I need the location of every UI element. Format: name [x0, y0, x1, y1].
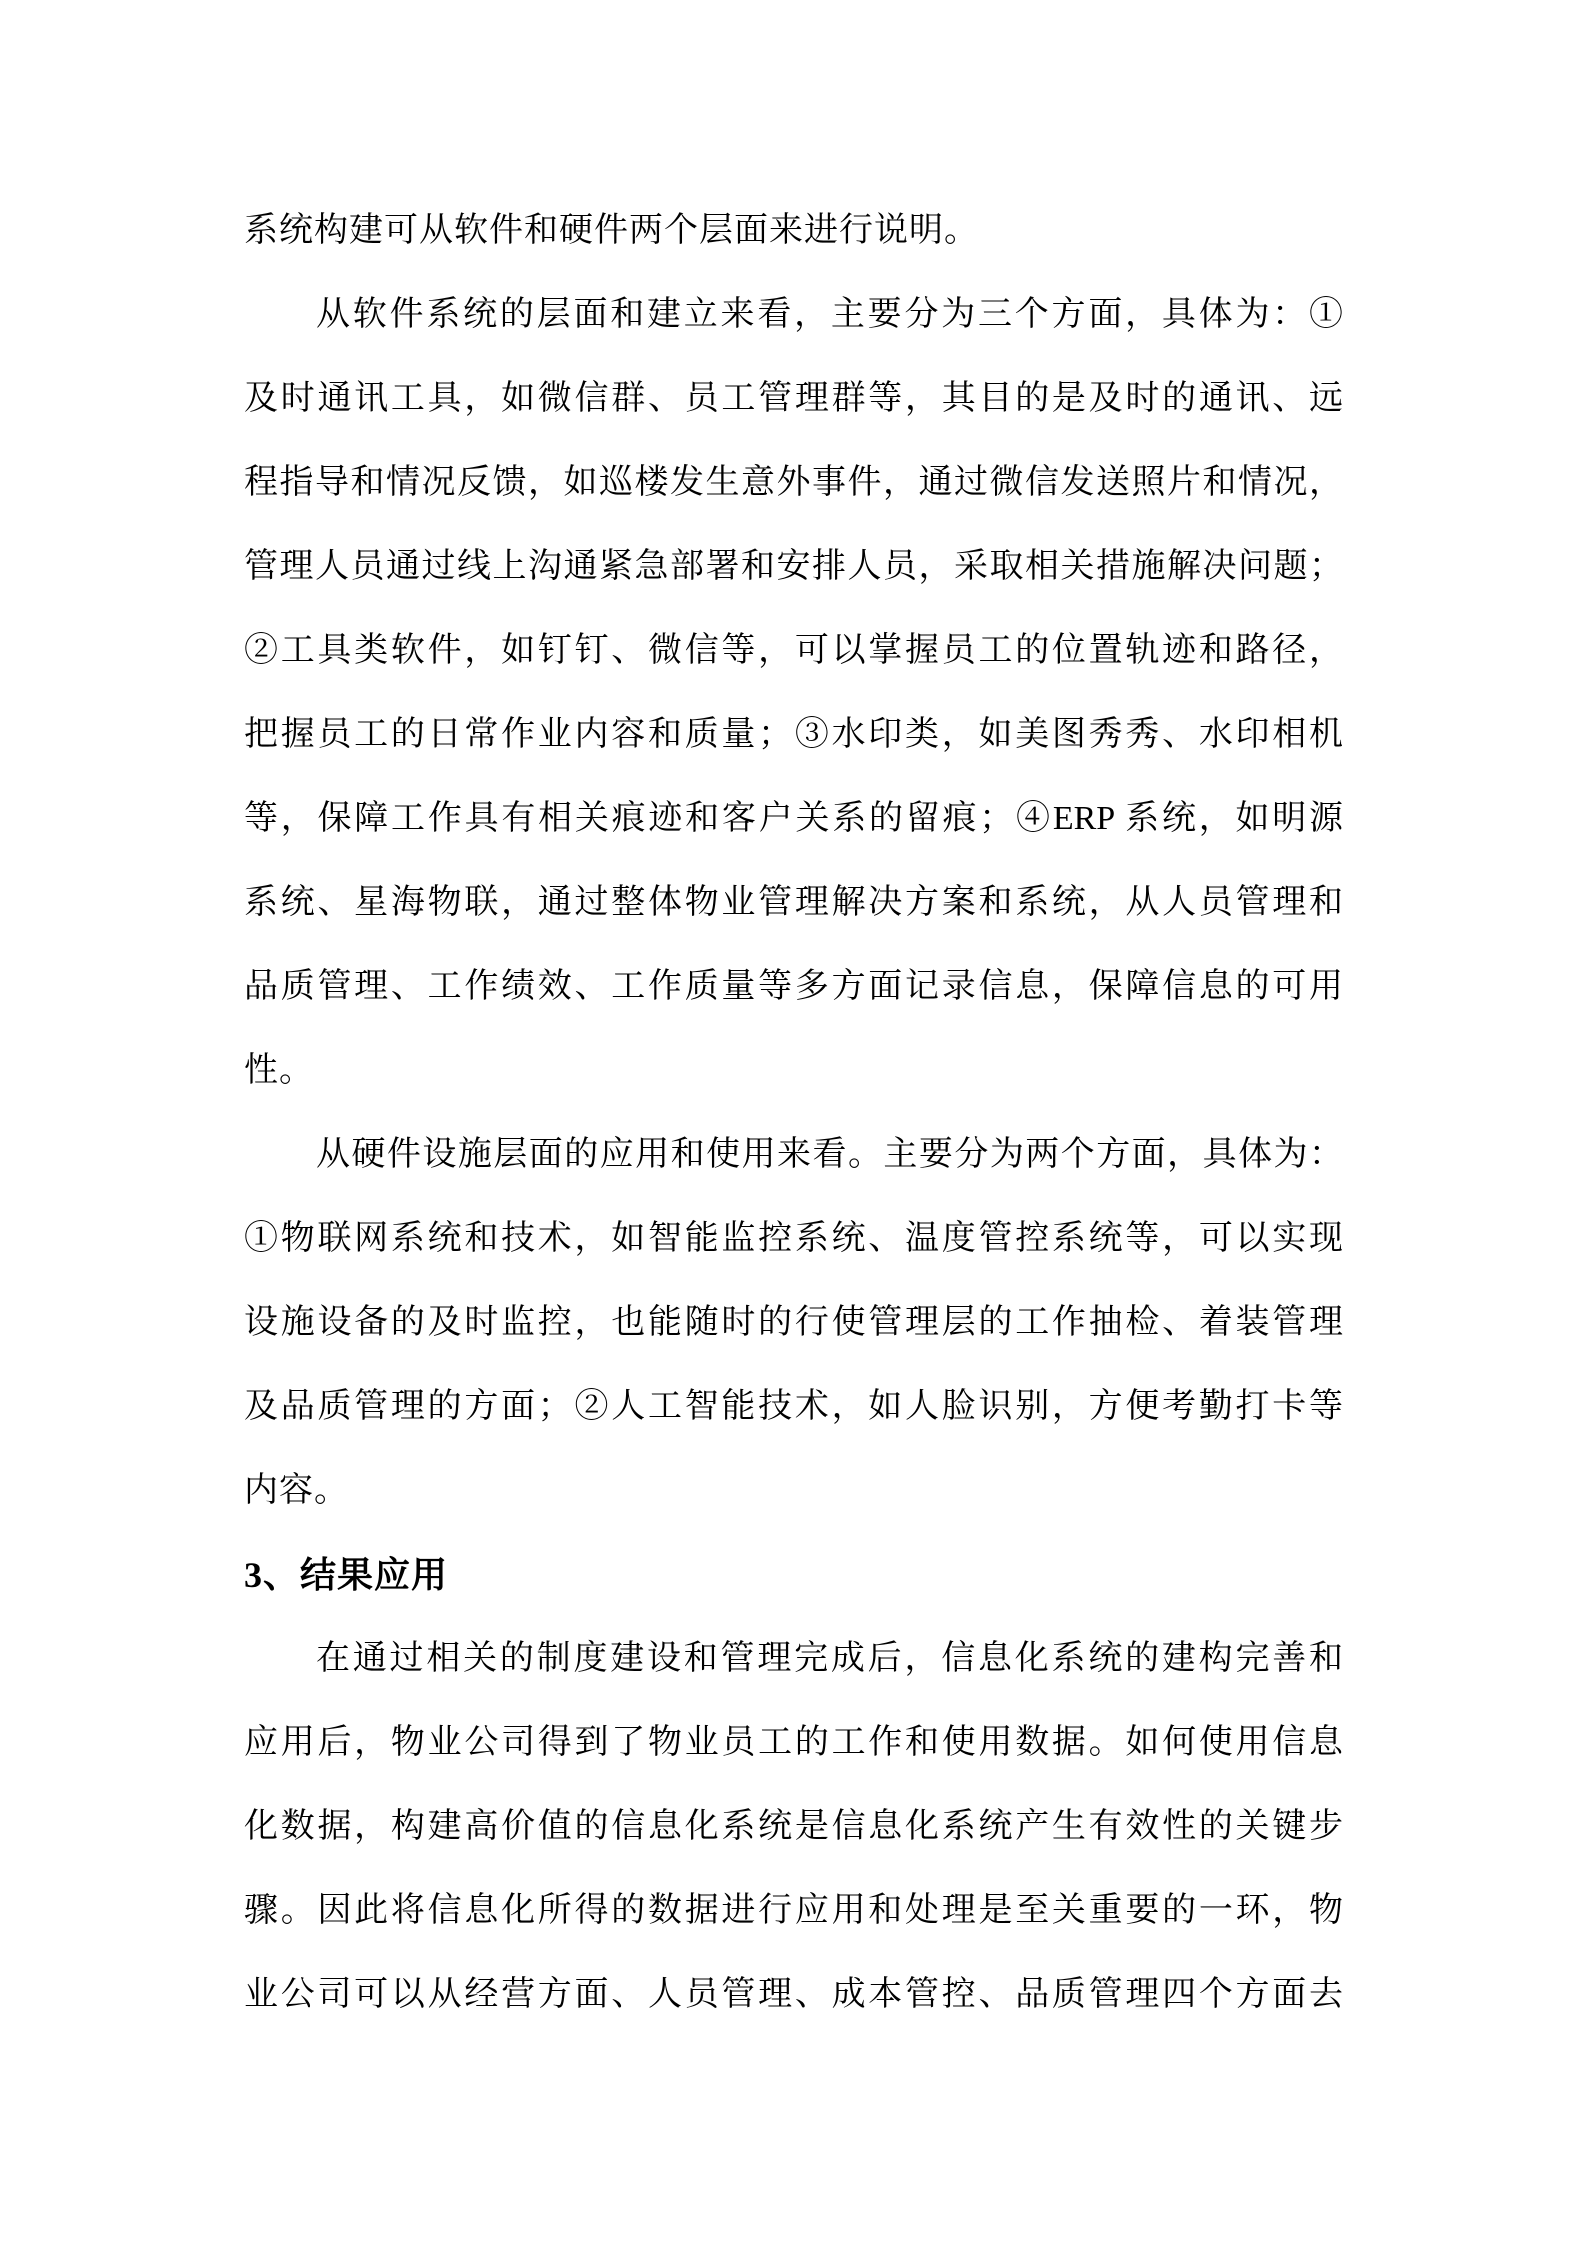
text-line: 及品质管理的方面；②人工智能技术，如人脸识别，方便考勤打卡等 [244, 1388, 1343, 1425]
text-line: ②工具类软件，如钉钉、微信等，可以掌握员工的位置轨迹和路径， [244, 632, 1343, 669]
text-line: 把握员工的日常作业内容和质量；③水印类，如美图秀秀、水印相机 [244, 716, 1343, 753]
text-line: ①物联网系统和技术，如智能监控系统、温度管控系统等，可以实现 [244, 1220, 1343, 1257]
text-line: 系统、星海物联，通过整体物业管理解决方案和系统，从人员管理和 [244, 884, 1343, 921]
text-line: 从软件系统的层面和建立来看，主要分为三个方面，具体为：① [316, 296, 1343, 333]
text-line: 业公司可以从经营方面、人员管理、成本管控、品质管理四个方面去 [244, 1976, 1343, 2013]
text-line: 性。 [244, 1052, 314, 1089]
text-line: 内容。 [244, 1472, 349, 1509]
text-line: 化数据，构建高价值的信息化系统是信息化系统产生有效性的关键步 [244, 1808, 1343, 1845]
text-line: 品质管理、工作绩效、工作质量等多方面记录信息，保障信息的可用 [244, 968, 1343, 1005]
text-line: 系统构建可从软件和硬件两个层面来进行说明。 [244, 212, 979, 249]
text-line: 等，保障工作具有相关痕迹和客户关系的留痕；④ERP 系统，如明源 [244, 800, 1343, 837]
text-line: 从硬件设施层面的应用和使用来看。主要分为两个方面，具体为： [316, 1136, 1343, 1173]
text-line: 及时通讯工具，如微信群、员工管理群等，其目的是及时的通讯、远 [244, 380, 1343, 417]
text-line: 应用后，物业公司得到了物业员工的工作和使用数据。如何使用信息 [244, 1724, 1343, 1761]
text-line: 管理人员通过线上沟通紧急部署和安排人员，采取相关措施解决问题； [244, 548, 1343, 585]
text-line: 程指导和情况反馈，如巡楼发生意外事件，通过微信发送照片和情况， [244, 464, 1343, 501]
document-text-block [244, 189, 1343, 2037]
text-line: 骤。因此将信息化所得的数据进行应用和处理是至关重要的一环，物 [244, 1892, 1343, 1929]
section-heading: 3、结果应用 [244, 1555, 449, 1595]
text-line: 设施设备的及时监控，也能随时的行使管理层的工作抽检、着装管理 [244, 1304, 1343, 1341]
text-line: 在通过相关的制度建设和管理完成后，信息化系统的建构完善和 [316, 1640, 1343, 1677]
